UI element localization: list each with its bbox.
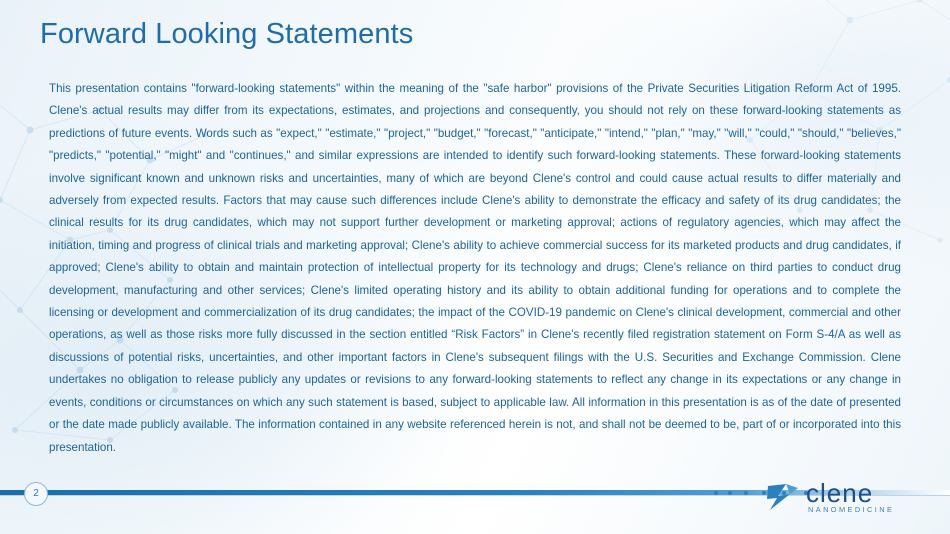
page-title: Forward Looking Statements	[40, 18, 414, 50]
disclaimer-body-text: This presentation contains "forward-looking statements" within the meaning of the "safe harbor" provisions of the Private Securities Litigation Reform Act of 1995. Clene's actual results may differ from its expectations, estimates, and projections and consequently, you should not rely on these forward-looking statements as predictions of future events. Words such as "expect," "estimate," "project," "budget," "forecast," "anticipate," "intend," "plan," "may," "will," "could," "should," "believes," "predicts," "potential," "might" and "continues," and similar expressions are intended to identify such forward-looking statements. These forward-looking statements involve significant known and unknown risks and uncertainties, many of which are beyond Clene's control and could cause actual results to differ materially and adversely from expected results. Factors that may cause such differences include Clene's ability to demonstrate the efficacy and safety of its drug candidates; the clinical results for its drug candidates, which may not support further development or marketing approval; actions of regulatory agencies, which may affect the initiation, timing and progress of clinical trials and marketing approval; Clene's ability to achieve commercial success for its marketed products and drug candidates, if approved; Clene's ability to obtain and maintain protection of intellectual property for its technology and drugs; Clene's reliance on third parties to conduct drug development, manufacturing and other services; Clene's limited operating history and its ability to obtain additional funding for operations and to complete the licensing or development and commercialization of its drug candidates; the impact of the COVID-19 pandemic on Clene's clinical development, commercial and other operations, as well as those risks more fully discussed in the section entitled “Risk Factors” in Clene's recently filed registration statement on Form S-4/A as well as discussions of potential risks, uncertainties, and other important factors in Clene's subsequent filings with the U.S. Securities and Exchange Commission. Clene undertakes no obligation to release publicly any updates or revisions to any forward-looking statements to reflect any change in its expectations or any change in events, conditions or circumstances on which any such statement is based, subject to applicable law. All information in this presentation is as of the date of presented or the date made publicly available. The information contained in any website referenced herein is not, and shall not be deemed to be, part of or incorporated into this presentation.	[49, 82, 901, 454]
slide-footer	[0, 476, 950, 534]
page-number-badge: 2	[24, 482, 48, 506]
company-logo	[766, 476, 926, 522]
clene-logo-mark-icon	[766, 482, 800, 512]
logo-wordmark: clene	[806, 478, 874, 508]
logo-subtitle: NANOMEDICINE	[808, 505, 895, 514]
